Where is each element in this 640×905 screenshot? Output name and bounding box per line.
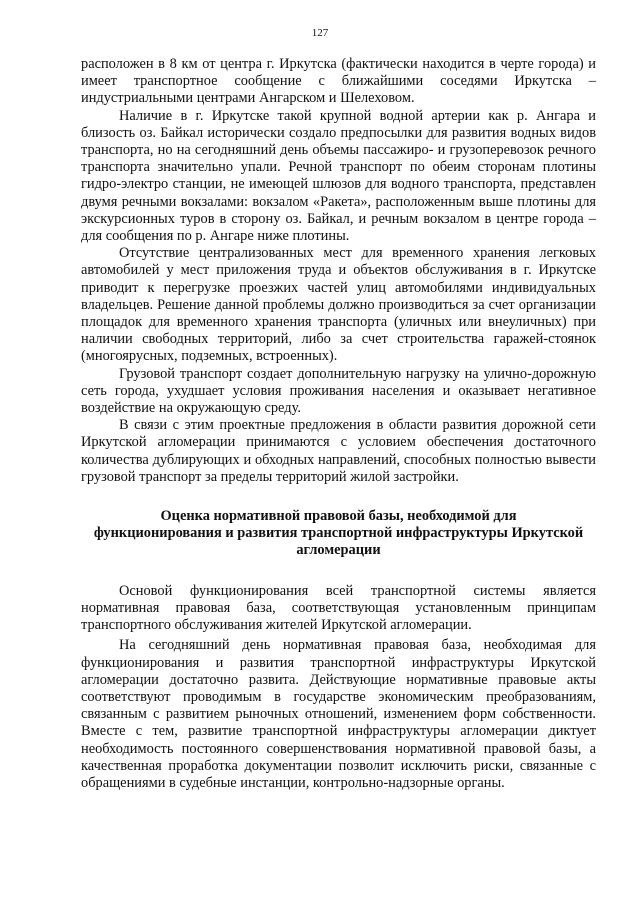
section-heading-line: агломерации <box>296 542 381 559</box>
page-content <box>81 56 596 792</box>
paragraph-continuation: расположен в 8 км от центра г. Иркутска (фактически находится в черте города) и имеет транспортное сообщение с ближайшими соседями Иркутска – индустриальными центрами Ангарском и Шелеховом. <box>81 56 596 107</box>
page-number: 127 <box>311 27 329 39</box>
paragraph-legal-basis: Основой функционирования всей транспортной системы является нормативная правовая база, соответствующая установленным принципам транспортного обслуживания жителей Иркутской агломерации. <box>81 582 596 634</box>
paragraph-water-transport: Наличие в г. Иркутске такой крупной водной артерии как р. Ангара и близость оз. Байкал исторически создало предпосылки для развития водных видов транспорта, но на сегодняшний день объемы пассажиро- и грузоперевозок речного транспорта значительно упали. Речной транспорт по обеим сторонам плотины гидро-электро станции, не имеющей шлюзов для водного транспорта, представлен двумя речными вокзалами: вокзалом «Ракета», расположенным выше плотины для экскурсионных туров в сторону оз. Байкал, и речным вокзалом в центре города – для сообщения по р. Ангаре ниже плотины. <box>81 107 596 245</box>
paragraph-parking: Отсутствие централизованных мест для временного хранения легковых автомобилей у мест приложения труда и объектов обслуживания в г. Иркутске приводит к перегрузке проезжих частей улиц автомобилями индивидуальных владельцев. Решение данной проблемы должно производиться за счет организации площадок для временного хранения транспорта (уличных или внеуличных) при наличии свободных территорий, либо за счет строительства гаражей-стоянок (многоярусных, подземных, встроенных). <box>81 245 596 365</box>
paragraph-freight-transport: Грузовой транспорт создает дополнительную нагрузку на улично-дорожную сеть города, ухудшает условия проживания населения и оказывает негативное воздействие на окружающую среду. <box>81 365 596 417</box>
section-heading-line: функционирования и развития транспортной инфраструктуры Иркутской <box>93 525 584 542</box>
paragraph-legal-development: На сегодняшний день нормативная правовая база, необходимая для функционирования и развития транспортной инфраструктуры Иркутской агломерации достаточно развита. Действующие нормативные правовые акты соответствуют проводимым в государстве экономическим преобразованиям, связанным с развитием рыночных отношений, изменением форм собственности. Вместе с тем, развитие транспортной инфраструктуры агломерации диктует необходимость постоянного совершенствования нормативной правовой базы, а качественная проработка документации позволит исключить риски, связанные с обращениями в судебные инстанции, контрольно-надзорные органы. <box>81 637 596 791</box>
section-heading <box>81 508 596 560</box>
paragraph-road-network: В связи с этим проектные предложения в области развития дорожной сети Иркутской агломерации принимаются с условием обеспечения достаточного количества дублирующих и обходных направлений, способных полностью вывести грузовой транспорт за пределы территорий жилой застройки. <box>81 417 596 485</box>
section-heading-line: Оценка нормативной правовой базы, необходимой для <box>160 508 517 525</box>
